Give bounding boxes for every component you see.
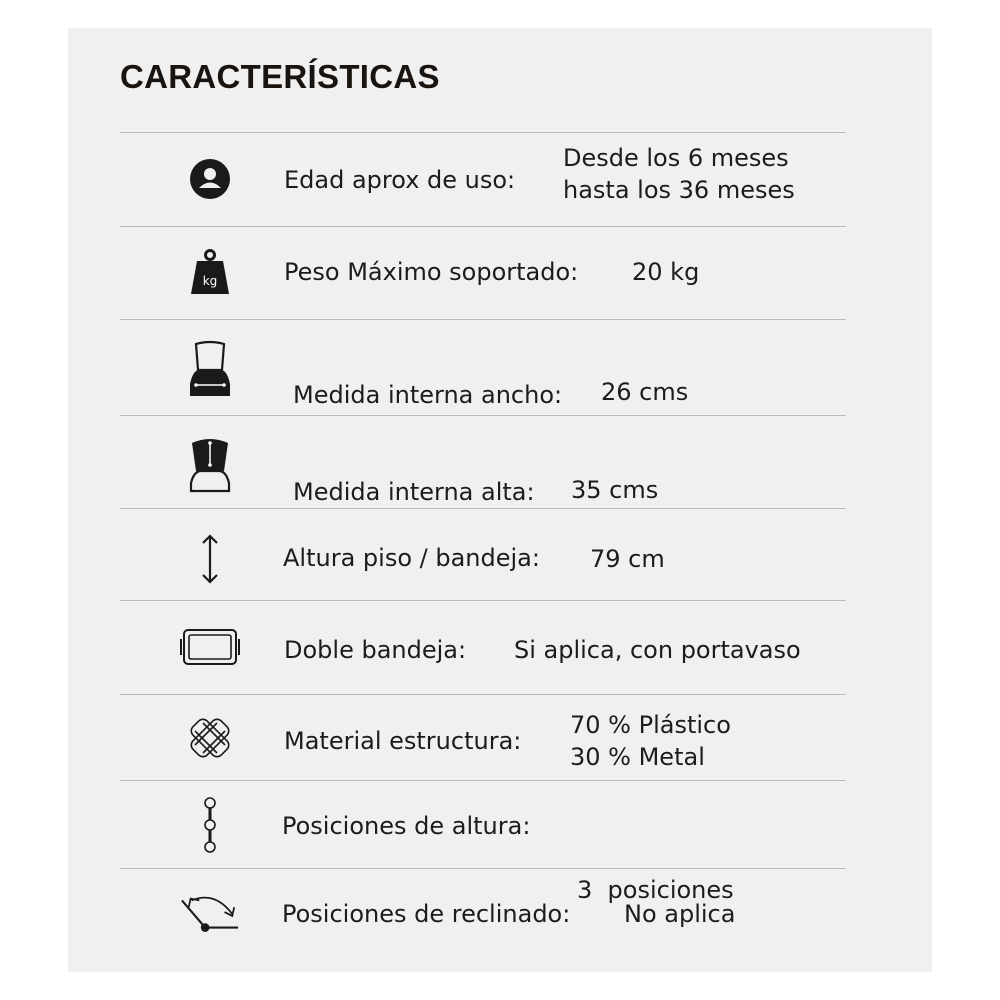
weight-kg-icon (180, 242, 240, 302)
feature-label: Posiciones de reclinado: (282, 900, 571, 928)
feature-row-floor-height (120, 509, 846, 600)
user-icon (180, 149, 240, 209)
feature-label: Medida interna alta: (293, 478, 535, 506)
feature-row-height (120, 416, 846, 508)
vertical-arrow-icon (180, 529, 240, 589)
feature-value: 70 % Plástico 30 % Metal (570, 711, 731, 771)
feature-row-recline (120, 869, 846, 961)
tray-icon (180, 617, 240, 677)
feature-value: 79 cm (590, 545, 665, 573)
feature-value: Desde los 6 meses hasta los 36 meses (563, 144, 795, 204)
feature-label: Peso Máximo soportado: (284, 258, 579, 286)
feature-row-width (120, 320, 846, 415)
feature-label: Edad aprox de uso: (284, 166, 516, 194)
feature-label: Posiciones de altura: (282, 812, 531, 840)
feature-label: Medida interna ancho: (293, 381, 563, 409)
feature-value: Si aplica, con portavaso (514, 636, 801, 664)
feature-label: Doble bandeja: (284, 636, 467, 664)
feature-row-tray (120, 601, 846, 694)
seat-width-icon (180, 339, 240, 399)
page-title: CARACTERÍSTICAS (120, 58, 440, 95)
feature-row-height-positions (120, 781, 846, 904)
feature-label: Altura piso / bandeja: (283, 544, 540, 572)
feature-row-age (120, 133, 846, 226)
feature-value: 35 cms (571, 476, 659, 504)
feature-value: 3 posiciones (577, 876, 734, 904)
feature-value: 20 kg (632, 258, 700, 286)
weave-icon (180, 708, 240, 768)
height-positions-icon (180, 795, 240, 855)
features-card (68, 28, 932, 972)
feature-label: Material estructura: (284, 727, 522, 755)
feature-value: No aplica (624, 900, 736, 928)
feature-row-weight (120, 227, 846, 319)
weight-kg-text: kg (202, 274, 218, 288)
feature-row-material (120, 695, 846, 780)
seat-height-icon (180, 434, 240, 494)
feature-value: 26 cms (601, 378, 689, 406)
recline-icon (180, 884, 240, 944)
